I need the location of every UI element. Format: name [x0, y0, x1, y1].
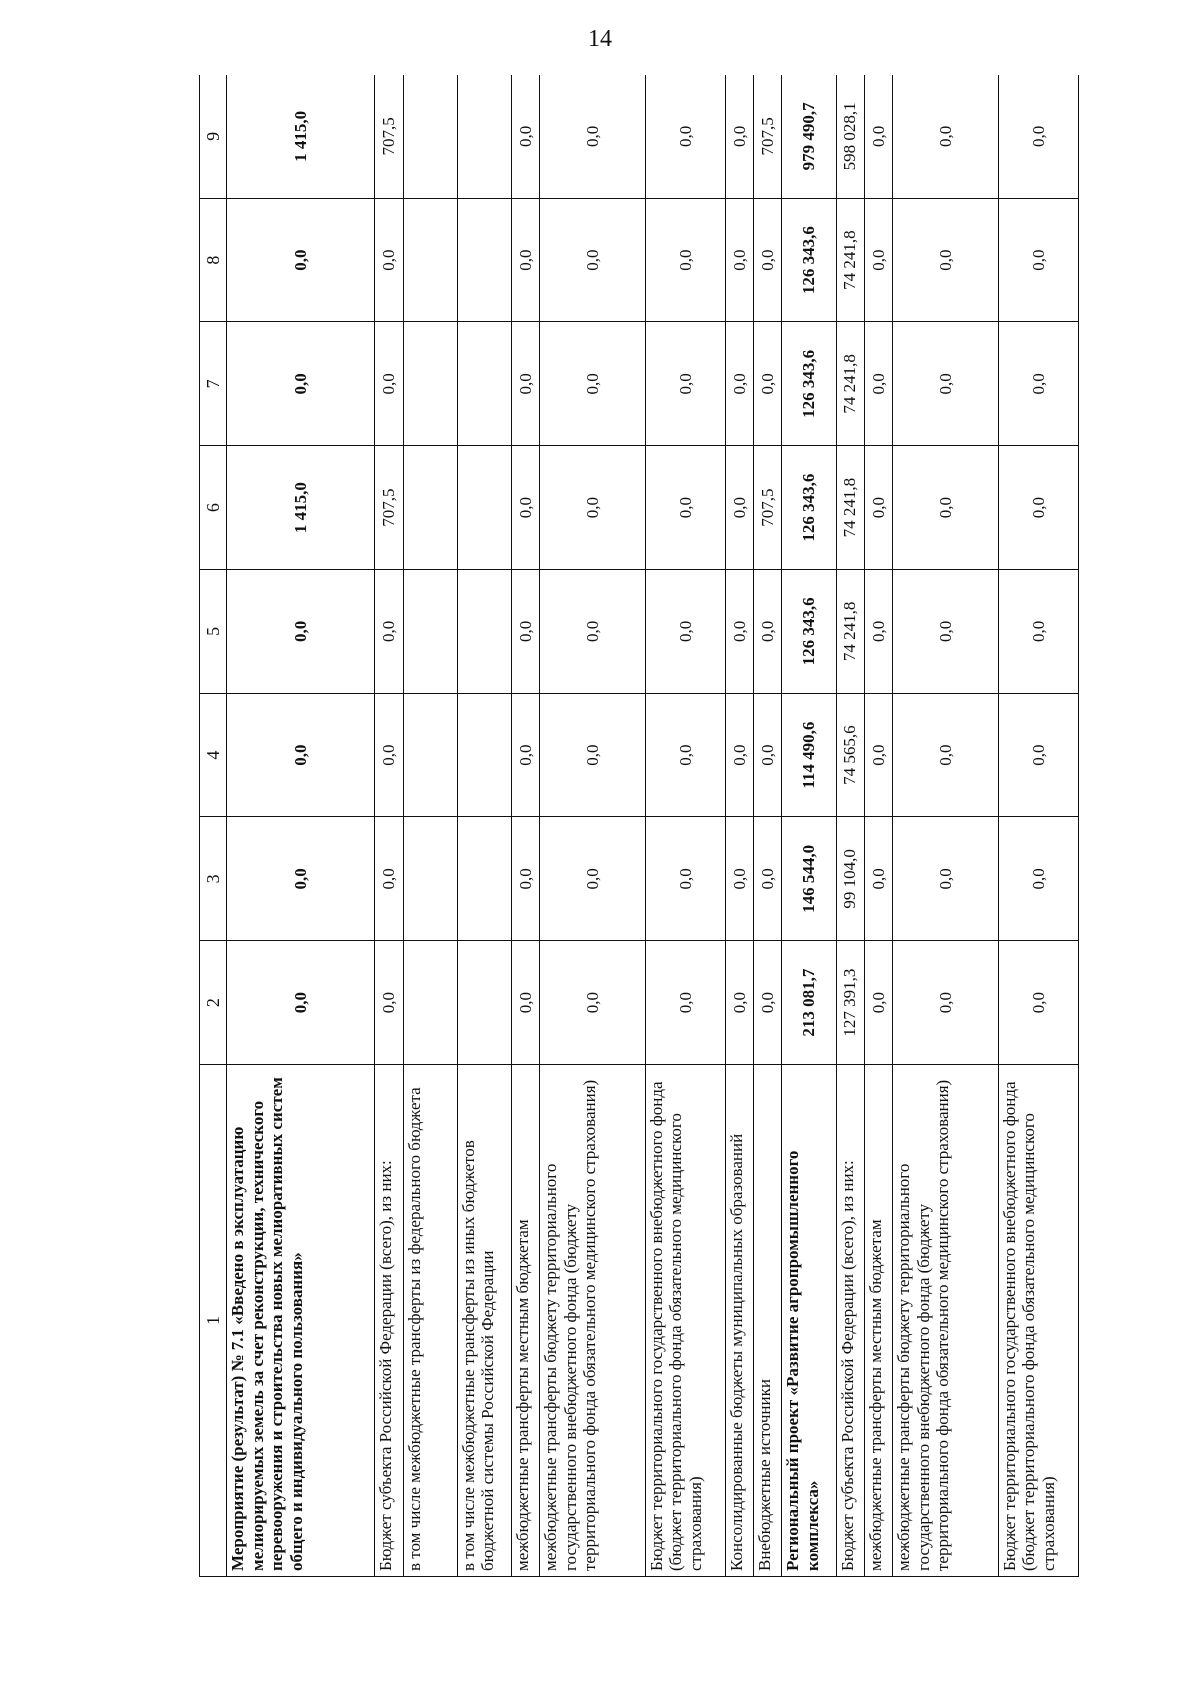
- table-cell: 0,0: [645, 693, 725, 817]
- table-cell: 0,0: [511, 75, 539, 198]
- table-cell: 0,0: [864, 322, 892, 446]
- rotated-table-frame: [199, 75, 1079, 1577]
- table-cell: 0,0: [864, 817, 892, 941]
- table-cell: 74 241,8: [836, 570, 864, 694]
- table-cell: 213 081,7: [782, 941, 836, 1065]
- table-cell: 0,0: [725, 941, 753, 1065]
- table-cell: 146 544,0: [782, 817, 836, 941]
- table-cell: 0,0: [511, 817, 539, 941]
- table-cell: 0,0: [539, 75, 645, 198]
- table-cell: 707,5: [754, 446, 782, 570]
- table-cell: 0,0: [998, 817, 1078, 941]
- table-cell: [403, 198, 457, 322]
- table-cell: 126 343,6: [782, 446, 836, 570]
- table-cell: 74 241,8: [836, 198, 864, 322]
- table-cell: 99 104,0: [836, 817, 864, 941]
- table-row: [836, 75, 864, 1577]
- table-cell: [403, 817, 457, 941]
- table-cell: 0,0: [539, 693, 645, 817]
- table-cell: [403, 446, 457, 570]
- table-cell: [457, 198, 511, 322]
- table-cell: 0,0: [725, 322, 753, 446]
- table-cell: 0,0: [725, 693, 753, 817]
- table-cell: [457, 817, 511, 941]
- table-cell: [457, 322, 511, 446]
- table-cell: 0,0: [227, 693, 375, 817]
- table-cell: 0,0: [892, 75, 998, 198]
- table-cell: 0,0: [725, 198, 753, 322]
- table-cell: 126 343,6: [782, 198, 836, 322]
- table-cell: 0,0: [375, 817, 403, 941]
- table-cell: 0,0: [539, 570, 645, 694]
- table-cell: 0,0: [892, 817, 998, 941]
- row-label: Бюджет субъекта Российской Федерации (всего), из них:: [375, 1065, 403, 1577]
- table-cell: 114 490,6: [782, 693, 836, 817]
- table-row: [998, 75, 1078, 1577]
- table-row: [892, 75, 998, 1577]
- table-cell: 74 241,8: [836, 322, 864, 446]
- table-cell: 0,0: [864, 941, 892, 1065]
- table-cell: 126 343,6: [782, 322, 836, 446]
- table-row-regional-project: [782, 75, 836, 1577]
- table-row: [511, 75, 539, 1577]
- table-cell: 1 415,0: [227, 75, 375, 198]
- table-cell: 0,0: [645, 570, 725, 694]
- table-cell: 0,0: [998, 446, 1078, 570]
- table-row: [645, 75, 725, 1577]
- table-cell: 0,0: [539, 322, 645, 446]
- table-cell: 0,0: [539, 198, 645, 322]
- table-cell: 0,0: [511, 198, 539, 322]
- table-row-measure-7-1: [227, 75, 375, 1577]
- table-cell: 0,0: [227, 570, 375, 694]
- table-cell: [457, 446, 511, 570]
- table-cell: 0,0: [754, 817, 782, 941]
- table-cell: [403, 941, 457, 1065]
- table-cell: 0,0: [375, 570, 403, 694]
- row-label: Бюджет территориального государственного внебюджетного фонда (бюджет территориального фонда обязательного медицинского страхования): [998, 1065, 1078, 1577]
- table-cell: 0,0: [998, 322, 1078, 446]
- column-header: 1: [200, 1065, 227, 1577]
- column-header: 5: [200, 570, 227, 694]
- table-cell: 0,0: [725, 446, 753, 570]
- row-label: в том числе межбюджетные трансферты из федерального бюджета: [403, 1065, 457, 1577]
- table-cell: 0,0: [645, 446, 725, 570]
- budget-table: [199, 75, 1079, 1577]
- table-cell: 0,0: [511, 446, 539, 570]
- table-cell: 0,0: [539, 941, 645, 1065]
- table-cell: 0,0: [511, 693, 539, 817]
- table-row: [375, 75, 403, 1577]
- table-row: [539, 75, 645, 1577]
- row-label: Внебюджетные источники: [754, 1065, 782, 1577]
- table-cell: 0,0: [998, 693, 1078, 817]
- table-cell: 0,0: [375, 693, 403, 817]
- header-row: [200, 75, 227, 1577]
- table-cell: 0,0: [511, 941, 539, 1065]
- column-header: 6: [200, 446, 227, 570]
- table-cell: 0,0: [645, 75, 725, 198]
- row-label: Бюджет территориального государственного внебюджетного фонда (бюджет территориального фонда обязательного медицинского страхования): [645, 1065, 725, 1577]
- column-header: 3: [200, 817, 227, 941]
- table-cell: 0,0: [645, 322, 725, 446]
- row-label: межбюджетные трансферты бюджету территориального государственного внебюджетного фонда (бюджету территориального фонда обязательного медицинского страхования): [539, 1065, 645, 1577]
- table-cell: 0,0: [892, 693, 998, 817]
- row-label: Региональный проект «Развитие агропромышленного комплекса»: [782, 1065, 836, 1577]
- table-cell: 74 241,8: [836, 446, 864, 570]
- page-number: 14: [588, 26, 612, 52]
- column-header: 9: [200, 75, 227, 198]
- table-cell: 74 565,6: [836, 693, 864, 817]
- table-cell: 1 415,0: [227, 446, 375, 570]
- table-cell: 0,0: [227, 322, 375, 446]
- table-cell: 707,5: [375, 446, 403, 570]
- table-cell: 0,0: [754, 198, 782, 322]
- table-cell: 707,5: [375, 75, 403, 198]
- table-row: [403, 75, 457, 1577]
- table-cell: 0,0: [892, 198, 998, 322]
- table-cell: 126 343,6: [782, 570, 836, 694]
- table-cell: 0,0: [754, 322, 782, 446]
- row-label: межбюджетные трансферты бюджету территориального государственного внебюджетного фонда (бюджету территориального фонда обязательного медицинского страхования): [892, 1065, 998, 1577]
- table-cell: 0,0: [754, 693, 782, 817]
- table-cell: 598 028,1: [836, 75, 864, 198]
- table-cell: [457, 941, 511, 1065]
- table-cell: 0,0: [725, 570, 753, 694]
- table-cell: 0,0: [375, 198, 403, 322]
- table-cell: 0,0: [998, 570, 1078, 694]
- table-cell: 0,0: [754, 570, 782, 694]
- table-cell: 0,0: [998, 75, 1078, 198]
- row-label: Консолидированные бюджеты муниципальных образований: [725, 1065, 753, 1577]
- row-label: Бюджет субъекта Российской Федерации (всего), из них:: [836, 1065, 864, 1577]
- table-row: [457, 75, 511, 1577]
- table-cell: 0,0: [998, 198, 1078, 322]
- table-cell: 0,0: [864, 75, 892, 198]
- row-label: межбюджетные трансферты местным бюджетам: [511, 1065, 539, 1577]
- table-cell: 0,0: [864, 446, 892, 570]
- row-label: в том числе межбюджетные трансферты из иных бюджетов бюджетной системы Российской Федерации: [457, 1065, 511, 1577]
- table-cell: 0,0: [645, 941, 725, 1065]
- table-cell: 0,0: [864, 693, 892, 817]
- table-cell: 0,0: [375, 322, 403, 446]
- table-cell: [403, 570, 457, 694]
- table-cell: 0,0: [511, 570, 539, 694]
- column-header: 7: [200, 322, 227, 446]
- table-cell: 0,0: [539, 446, 645, 570]
- table-cell: 0,0: [227, 941, 375, 1065]
- table-row: [725, 75, 753, 1577]
- table-cell: [457, 693, 511, 817]
- table-cell: 0,0: [892, 446, 998, 570]
- row-label: межбюджетные трансферты местным бюджетам: [864, 1065, 892, 1577]
- table-cell: [403, 322, 457, 446]
- table-cell: 0,0: [375, 941, 403, 1065]
- table-cell: [457, 75, 511, 198]
- table-cell: 0,0: [754, 941, 782, 1065]
- table-cell: 0,0: [227, 817, 375, 941]
- table-cell: 0,0: [892, 322, 998, 446]
- table-cell: [403, 75, 457, 198]
- table-cell: 0,0: [892, 570, 998, 694]
- table-cell: 0,0: [864, 570, 892, 694]
- table-cell: 0,0: [645, 817, 725, 941]
- column-header: 2: [200, 941, 227, 1065]
- table-cell: [403, 693, 457, 817]
- table-cell: 0,0: [864, 198, 892, 322]
- row-label: Мероприятие (результат) № 7.1 «Введено в эксплуатацию мелиорируемых земель за счет реконструкции, технического перевооружения и строительства новых мелиоративных систем общего и индивидуального пользования»: [227, 1065, 375, 1577]
- table-cell: 0,0: [892, 941, 998, 1065]
- table-cell: 0,0: [725, 817, 753, 941]
- table-cell: 0,0: [539, 817, 645, 941]
- table-cell: 0,0: [998, 941, 1078, 1065]
- table-row: [864, 75, 892, 1577]
- table-cell: 127 391,3: [836, 941, 864, 1065]
- column-header: 4: [200, 693, 227, 817]
- table-cell: 0,0: [645, 198, 725, 322]
- table-cell: 0,0: [725, 75, 753, 198]
- table-cell: 0,0: [227, 198, 375, 322]
- table-row: [754, 75, 782, 1577]
- column-header: 8: [200, 198, 227, 322]
- table-cell: 707,5: [754, 75, 782, 198]
- table-cell: 0,0: [511, 322, 539, 446]
- table-cell: [457, 570, 511, 694]
- table-cell: 979 490,7: [782, 75, 836, 198]
- rotated-table-content: [199, 75, 1079, 1577]
